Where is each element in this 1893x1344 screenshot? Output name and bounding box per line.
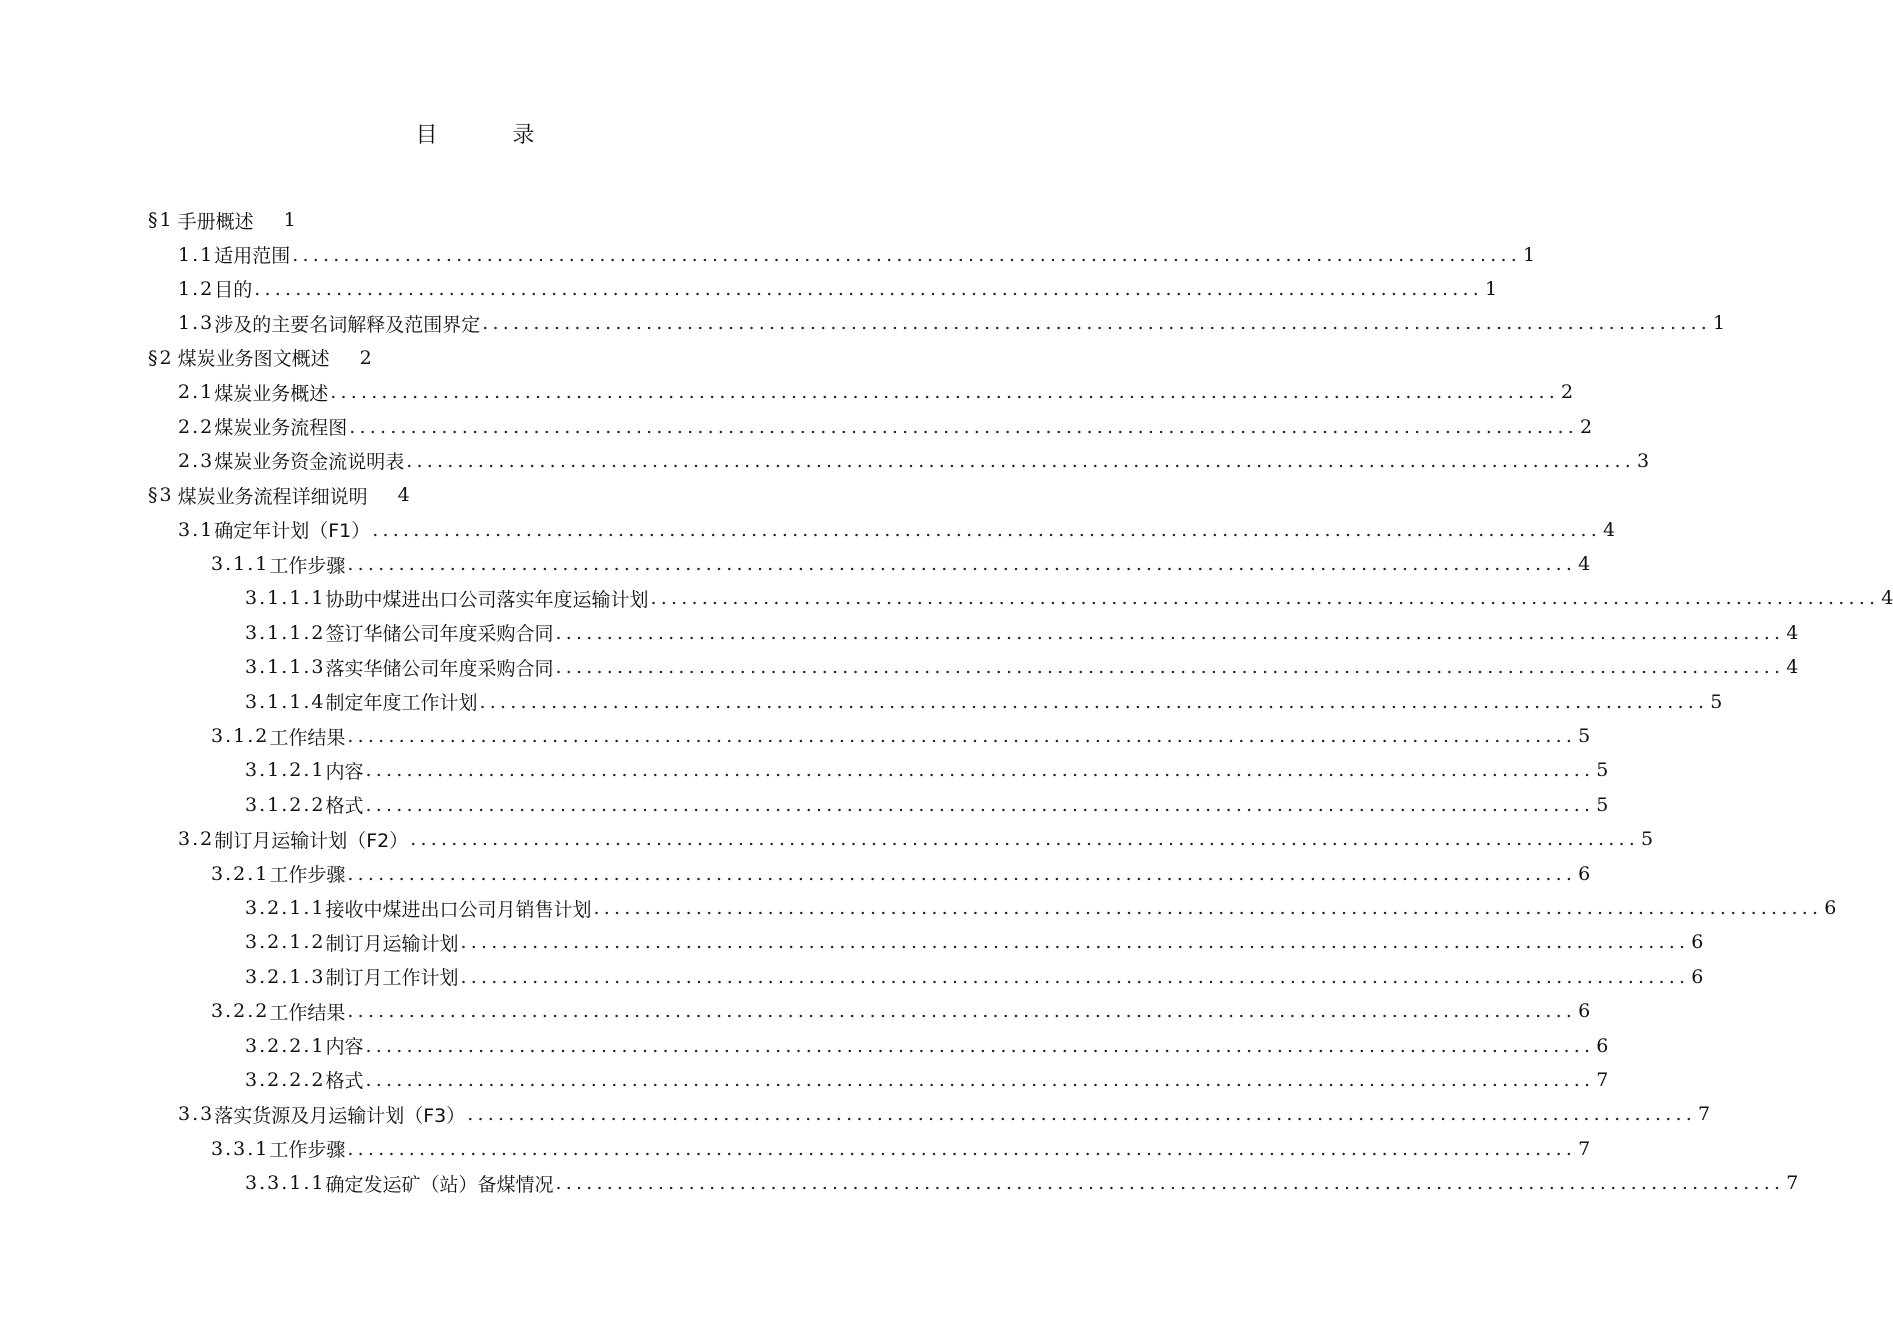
toc-entry[interactable] (0, 444, 1650, 478)
toc-entry[interactable] (0, 203, 538, 237)
toc-entry-label: 制定年度工作计划 (325, 692, 478, 715)
toc-entry-number: 3.2.2 (211, 1000, 270, 1023)
toc-entry-page-number: 4 (397, 484, 410, 507)
toc-entry-label: 工作结果 (269, 726, 346, 749)
toc-entry-number: 1.2 (178, 277, 215, 300)
toc-entry-number: 2.3 (178, 449, 215, 472)
toc-entry[interactable] (0, 856, 1591, 890)
toc-entry-number: 3.2.2.1 (245, 1034, 326, 1057)
toc-entry[interactable] (0, 513, 1616, 547)
toc-entry[interactable] (0, 547, 1591, 581)
toc-entry-label: 落实华储公司年度采购合同 (325, 657, 554, 680)
toc-entry-label: 确定年计划（F1） (214, 520, 371, 543)
dot-leader: ........................................................................................................................ (482, 312, 1711, 335)
toc-entry-number: 3.1.1.3 (245, 656, 326, 679)
dot-leader: ........................................................................................................................ (347, 1000, 1577, 1023)
dot-leader: ........................................................................................................................ (410, 828, 1639, 851)
toc-entry-label: 工作步骤 (269, 864, 346, 887)
toc-entry-page-number: 4 (1603, 518, 1616, 541)
toc-entry-page-number: 1 (1522, 243, 1536, 266)
toc-entry-page-number: 1 (1712, 312, 1726, 335)
toc-entry-number: 2.2 (178, 415, 215, 438)
toc-entry-label: 内容 (325, 1036, 364, 1059)
dot-leader: ........................................................................................................................ (254, 277, 1483, 300)
toc-entry-number: 3.1 (178, 518, 215, 541)
toc-entry[interactable] (0, 478, 538, 512)
dot-leader: ........................................................................................................................ (330, 381, 1559, 404)
toc-entry-page-number: 1 (283, 209, 296, 232)
toc-entry-number: 1.3 (178, 312, 215, 335)
toc-entry-number: 1.1 (178, 243, 215, 266)
toc-entry-label: 制订月运输计划 (325, 932, 459, 955)
toc-entry-page-number: 6 (1596, 1034, 1609, 1057)
toc-entry-number: 3.1.1.4 (245, 690, 326, 713)
toc-entry[interactable] (0, 994, 1591, 1028)
toc-entry-page-number: 6 (1691, 931, 1704, 954)
toc-entry-number: 3.1.2.1 (245, 759, 326, 782)
toc-entry-label: 接收中煤进出口公司月销售计划 (325, 898, 592, 921)
toc-entry-number: 3.1.1.2 (245, 621, 326, 644)
toc-entry-number: 3.1.1 (211, 553, 270, 576)
toc-entry-number: 3.3 (178, 1103, 215, 1126)
dot-leader: ........................................................................................................................ (479, 690, 1709, 713)
dot-leader: ........................................................................................................................ (467, 1103, 1696, 1126)
toc-entry-page-number: 7 (1578, 1137, 1591, 1160)
toc-title: 目 录 (415, 123, 569, 148)
toc-entry-page-number: 3 (1636, 449, 1650, 472)
toc-entry-page-number: 6 (1578, 1000, 1591, 1023)
toc-entry-label: 工作结果 (269, 1001, 346, 1024)
toc-entry-label: 煤炭业务资金流说明表 (214, 451, 405, 474)
dot-leader: ........................................................................................................................ (347, 725, 1577, 748)
dot-leader: ........................................................................................................................ (365, 1068, 1595, 1091)
toc-entry[interactable] (0, 960, 1704, 994)
toc-entry-label: 格式 (325, 1070, 364, 1093)
toc-entry-label: 适用范围 (214, 245, 291, 268)
toc-entry-page-number: 4 (1578, 553, 1591, 576)
toc-entry-page-number: 7 (1596, 1068, 1609, 1091)
toc-entry-number: 3.1.2 (211, 725, 270, 748)
toc-entry-page-number: 5 (1596, 793, 1609, 816)
toc-entry[interactable] (0, 306, 1726, 340)
toc-entry-number: 2.1 (178, 381, 215, 404)
toc-entry-page-number: 6 (1691, 965, 1704, 988)
toc-entry-page-number: 2 (359, 346, 372, 369)
toc-entry[interactable] (0, 409, 1593, 443)
toc-entry[interactable] (0, 650, 1799, 684)
toc-entry[interactable] (0, 1166, 1799, 1200)
dot-leader: ........................................................................................................................ (365, 1034, 1595, 1057)
dot-leader: ........................................................................................................................ (347, 862, 1577, 885)
toc-entry-number: 3.1.1.1 (245, 587, 326, 610)
toc-entry[interactable] (0, 341, 538, 375)
toc-entry-label: 工作步骤 (269, 1139, 346, 1162)
dot-leader: ........................................................................................................................ (292, 243, 1521, 266)
toc-entry-page-number: 1 (1484, 277, 1498, 300)
toc-entry-page-number: 5 (1641, 828, 1654, 851)
dot-leader: ........................................................................................................................ (347, 553, 1577, 576)
dot-leader: ........................................................................................................................ (555, 621, 1785, 644)
toc-entry[interactable] (0, 753, 1609, 787)
toc-entry-number: §1 (148, 209, 174, 232)
toc-entry-label: 制订月运输计划（F2） (214, 829, 409, 852)
toc-entry[interactable] (0, 581, 1893, 615)
toc-entry-number: §2 (148, 346, 174, 369)
dot-leader: ........................................................................................................................ (372, 518, 1601, 541)
toc-entry[interactable] (0, 1028, 1609, 1062)
toc-entry[interactable] (0, 237, 1536, 271)
dot-leader: ........................................................................................................................ (460, 931, 1690, 954)
dot-leader: ........................................................................................................................ (555, 1172, 1785, 1195)
toc-entry[interactable] (0, 1097, 1711, 1131)
dot-leader: ........................................................................................................................ (347, 1137, 1577, 1160)
toc-entry-label: 煤炭业务流程图 (214, 417, 348, 440)
toc-entry-page-number: 7 (1698, 1103, 1711, 1126)
toc-entry-page-number: 5 (1710, 690, 1723, 713)
toc-entry-label: 工作步骤 (269, 554, 346, 577)
toc-entry-number: 3.2 (178, 828, 215, 851)
toc-entry-label: 签订华储公司年度采购合同 (325, 623, 554, 646)
toc-entry-label: 落实货源及月运输计划（F3） (214, 1104, 466, 1127)
toc-entry[interactable] (0, 1132, 1591, 1166)
toc-entry-page-number: 4 (1881, 587, 1893, 610)
toc-entry-number: 3.2.1 (211, 862, 270, 885)
toc-entry[interactable] (0, 272, 1498, 306)
toc-entry[interactable] (0, 788, 1609, 822)
toc-entry[interactable] (0, 616, 1799, 650)
toc-entry-page-number: 2 (1579, 415, 1593, 438)
toc-entry-label: 煤炭业务概述 (214, 382, 329, 405)
toc-entry-label: 手册概述 (177, 210, 254, 233)
toc-entry[interactable] (0, 375, 1574, 409)
dot-leader: ........................................................................................................................ (365, 759, 1595, 782)
toc-entry-label: 制订月工作计划 (325, 967, 459, 990)
toc-entry-label: 协助中煤进出口公司落实年度运输计划 (325, 588, 649, 611)
dot-leader: ........................................................................................................................ (593, 897, 1823, 919)
toc-entry-number: 3.2.2.2 (245, 1068, 326, 1091)
dot-leader: ........................................................................................................................ (460, 965, 1690, 988)
dot-leader: ........................................................................................................................ (406, 449, 1635, 472)
toc-entry-label: 煤炭业务流程详细说明 (177, 485, 368, 508)
toc-entry-page-number: 5 (1578, 725, 1591, 748)
toc-entry-page-number: 6 (1824, 897, 1837, 919)
toc-entry-label: 目的 (214, 279, 253, 302)
toc-entry[interactable] (0, 719, 1591, 753)
toc-entry-label: 内容 (325, 760, 364, 783)
toc-entry-number: 3.2.1.3 (245, 965, 326, 988)
toc-entry-page-number: 2 (1560, 381, 1574, 404)
toc-entry-page-number: 6 (1578, 862, 1591, 885)
dot-leader: ........................................................................................................................ (365, 793, 1595, 816)
toc-entry-number: 3.3.1 (211, 1137, 270, 1160)
toc-entry-number: §3 (148, 484, 174, 507)
toc-entry-number: 3.1.2.2 (245, 793, 326, 816)
toc-entry[interactable] (0, 1063, 1609, 1097)
table-of-contents (0, 203, 1893, 1200)
toc-entry-page-number: 7 (1786, 1172, 1799, 1195)
toc-entry[interactable] (0, 822, 1654, 856)
toc-entry[interactable] (0, 684, 1723, 718)
toc-entry[interactable] (0, 925, 1704, 959)
dot-leader: ........................................................................................................................ (349, 415, 1578, 438)
toc-entry-number: 3.2.1.2 (245, 931, 326, 954)
toc-entry-label: 涉及的主要名词解释及范围界定 (214, 313, 481, 336)
toc-entry-number: 3.3.1.1 (245, 1172, 326, 1195)
toc-entry-label: 确定发运矿（站）备煤情况 (325, 1173, 554, 1196)
toc-entry-number: 3.2.1.1 (245, 897, 326, 919)
toc-entry-page-number: 4 (1786, 621, 1799, 644)
toc-entry[interactable] (0, 891, 1837, 925)
dot-leader: ........................................................................................................................ (650, 587, 1880, 610)
toc-entry-label: 煤炭业务图文概述 (177, 348, 330, 371)
dot-leader: ........................................................................................................................ (555, 656, 1785, 679)
toc-entry-page-number: 5 (1596, 759, 1609, 782)
toc-entry-label: 格式 (325, 795, 364, 818)
toc-entry-page-number: 4 (1786, 656, 1799, 679)
